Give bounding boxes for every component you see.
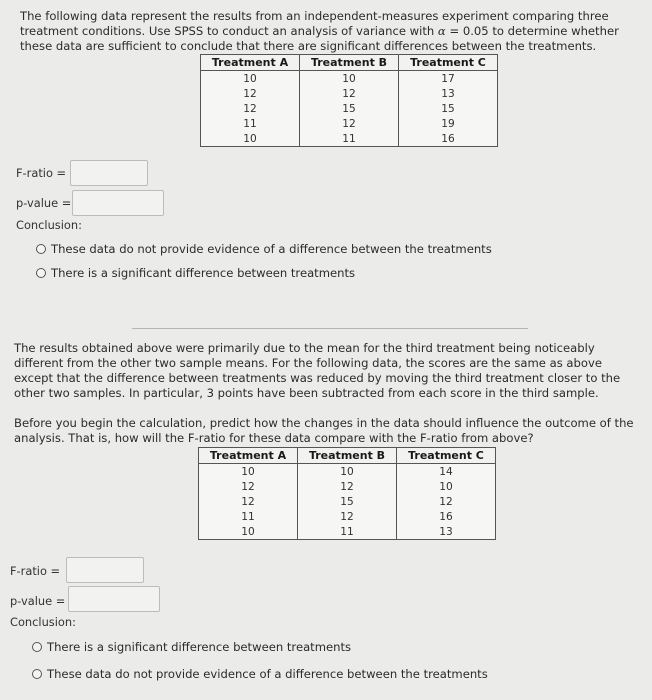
table-row [201,71,498,87]
table-cell: 12 [298,479,397,494]
table-row [199,524,496,540]
conclusion-option-2b[interactable] [32,667,488,681]
intro-line-3: these data are sufficient to conclude that there are significant differences between the treatments. [20,39,597,53]
radio-button[interactable] [36,268,46,278]
alpha-symbol: α [437,24,446,38]
table-cell: 15 [300,101,399,116]
data-table-1 [200,54,498,147]
table-row [199,509,496,524]
table-cell: 12 [397,494,496,509]
section-divider [132,328,528,329]
table-cell: 14 [397,464,496,480]
p-value-label-1: p-value = [16,196,72,210]
table-cell: 10 [201,71,300,87]
table-cell: 11 [298,524,397,540]
table-cell: 12 [300,116,399,131]
table-cell: 11 [300,131,399,147]
radio-button[interactable] [36,244,46,254]
paragraph-line: other two samples. In particular, 3 points have been subtracted from each score in the third sample. [14,386,599,400]
table-header-row [199,448,496,464]
column-header: Treatment C [399,55,498,71]
p-value-label-2: p-value = [10,594,66,608]
table-row [199,479,496,494]
conclusion-label-2: Conclusion: [10,615,76,629]
conclusion-option-2a[interactable] [32,640,351,654]
explanation-paragraph [14,341,620,401]
table-row [201,86,498,101]
table-cell: 12 [199,494,298,509]
p-value-input-2[interactable] [68,586,160,612]
conclusion-option-1b[interactable] [36,266,355,280]
table-cell: 17 [399,71,498,87]
conclusion-label-1: Conclusion: [16,218,82,232]
paragraph-line: analysis. That is, how will the F-ratio for these data compare with the F-ratio from above? [14,431,534,445]
f-ratio-label-2: F-ratio = [10,564,61,578]
column-header: Treatment A [201,55,300,71]
table-cell: 15 [298,494,397,509]
table-row [199,464,496,480]
f-ratio-input-1[interactable] [70,160,148,186]
table-cell: 12 [300,86,399,101]
intro-line-1: The following data represent the results from an independent-measures experiment comparing three [20,9,609,23]
paragraph-line: except that the difference between treatments was reduced by moving the third treatment closer to the [14,371,621,385]
table-cell: 12 [199,479,298,494]
option-label: These data do not provide evidence of a difference between the treatments [47,667,488,681]
table-header-row [201,55,498,71]
radio-button[interactable] [32,642,42,652]
table-cell: 13 [399,86,498,101]
column-header: Treatment B [300,55,399,71]
table-cell: 10 [201,131,300,147]
table-cell: 13 [397,524,496,540]
column-header: Treatment C [397,448,496,464]
option-label: There is a significant difference between treatments [51,266,356,280]
table-cell: 12 [201,101,300,116]
paragraph-line: Before you begin the calculation, predict how the changes in the data should influence the outcome of the [14,416,634,430]
conclusion-option-1a[interactable] [36,242,492,256]
table-cell: 10 [199,524,298,540]
f-ratio-label-1: F-ratio = [16,166,67,180]
column-header: Treatment B [298,448,397,464]
prediction-paragraph [14,416,634,446]
table-row [199,494,496,509]
option-label: These data do not provide evidence of a difference between the treatments [51,242,492,256]
intro-line-2: treatment conditions. Use SPSS to conduct an analysis of variance with α = 0.05 to determine whether [20,24,619,38]
table-cell: 16 [397,509,496,524]
table-row [201,116,498,131]
column-header: Treatment A [199,448,298,464]
table-row [201,101,498,116]
table-cell: 16 [399,131,498,147]
table-cell: 12 [298,509,397,524]
table-cell: 10 [298,464,397,480]
table-cell: 12 [201,86,300,101]
intro-paragraph [20,9,619,54]
table-cell: 10 [199,464,298,480]
radio-button[interactable] [32,669,42,679]
p-value-input-1[interactable] [72,190,164,216]
paragraph-line: different from the other two sample means. For the following data, the scores are the same as above [14,356,602,370]
table-cell: 11 [201,116,300,131]
table-cell: 10 [397,479,496,494]
table-row [201,131,498,147]
table-cell: 15 [399,101,498,116]
paragraph-line: The results obtained above were primarily due to the mean for the third treatment being noticeably [14,341,595,355]
table-cell: 11 [199,509,298,524]
data-table-2 [198,447,496,540]
table-cell: 10 [300,71,399,87]
option-label: There is a significant difference between treatments [47,640,352,654]
table-cell: 19 [399,116,498,131]
f-ratio-input-2[interactable] [66,557,144,583]
